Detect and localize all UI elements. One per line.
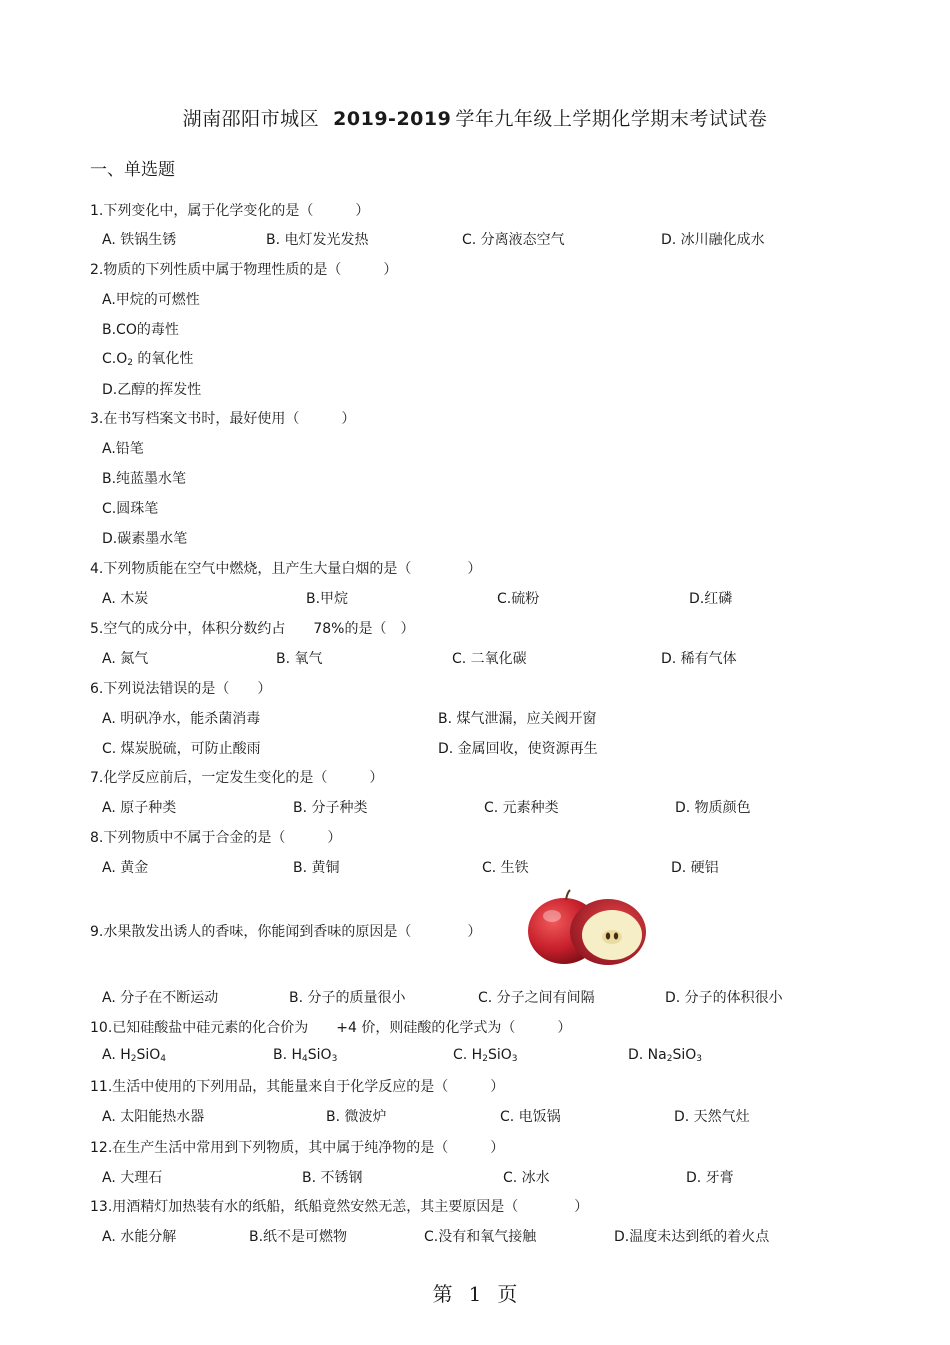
question-12-option-a: A. 大理石	[102, 1170, 163, 1186]
page-number	[0, 1278, 950, 1307]
question-3-option-d: D.碳素墨水笔	[102, 531, 188, 547]
question-5-option-c: C. 二氧化碳	[452, 651, 527, 667]
formula-part: SiO	[307, 1047, 332, 1063]
question-13-option-c: C.没有和氧气接触	[424, 1229, 537, 1245]
question-1-option-b: B. 电灯发光发热	[266, 232, 369, 248]
question-8-option-b: B. 黄铜	[293, 860, 340, 876]
question-10-stem: 10.已知硅酸盐中硅元素的化合价为 +4 价，则硅酸的化学式为（ ）	[90, 1020, 572, 1036]
question-9-option-c: C. 分子之间有间隔	[478, 990, 595, 1006]
question-8-option-c: C. 生铁	[482, 860, 529, 876]
formula-subscript: 3	[331, 1054, 338, 1064]
question-12-option-b: B. 不锈钢	[302, 1170, 363, 1186]
apple-image	[520, 888, 650, 970]
question-10-option-b	[273, 1047, 337, 1064]
question-10-option-a	[102, 1047, 166, 1064]
question-6-option-b: B. 煤气泄漏，应关阀开窗	[438, 711, 597, 727]
question-11-option-b: B. 微波炉	[326, 1109, 387, 1125]
formula-subscript: 4	[302, 1054, 308, 1064]
question-1-stem: 1.下列变化中，属于化学变化的是（ ）	[90, 203, 370, 219]
question-9-stem: 9.水果散发出诱人的香味，你能闻到香味的原因是（ ）	[90, 924, 482, 940]
question-5-option-a: A. 氮气	[102, 651, 149, 667]
question-11-stem: 11.生活中使用的下列用品，其能量来自于化学反应的是（ ）	[90, 1079, 505, 1095]
question-13-stem: 13.用酒精灯加热装有水的纸船，纸船竟然安然无恙，其主要原因是（ ）	[90, 1199, 589, 1215]
question-1-option-c: C. 分离液态空气	[462, 232, 565, 248]
question-11-option-d: D. 天然气灶	[674, 1109, 750, 1125]
question-8-option-a: A. 黄金	[102, 860, 149, 876]
question-2-option-d: D.乙醇的挥发性	[102, 382, 202, 398]
formula-part: SiO	[672, 1047, 697, 1063]
question-3-option-c: C.圆珠笔	[102, 501, 159, 517]
section-heading: 一、单选题	[90, 160, 175, 180]
question-12-stem: 12.在生产生活中常用到下列物质，其中属于纯净物的是（ ）	[90, 1140, 505, 1156]
question-2-option-a: A.甲烷的可燃性	[102, 292, 200, 308]
question-12-option-c: C. 冰水	[503, 1170, 550, 1186]
question-1-option-d: D. 冰川融化成水	[661, 232, 765, 248]
question-7-option-d: D. 物质颜色	[675, 800, 751, 816]
question-2-option-b: B.CO的毒性	[102, 322, 179, 338]
question-1-option-a: A. 铁锅生锈	[102, 232, 177, 248]
question-4-option-b: B.甲烷	[306, 591, 349, 607]
formula-part: B. H	[273, 1047, 303, 1063]
question-4-stem: 4.下列物质能在空气中燃烧，且产生大量白烟的是（ ）	[90, 561, 482, 577]
question-7-stem: 7.化学反应前后，一定发生变化的是（ ）	[90, 770, 384, 786]
formula-part: D. Na	[628, 1047, 667, 1063]
question-2-stem: 2.物质的下列性质中属于物理性质的是（ ）	[90, 262, 398, 278]
question-10-option-c	[453, 1047, 517, 1064]
question-5-stem: 5.空气的成分中，体积分数约占 78%的是（ ）	[90, 621, 415, 637]
question-2-option-c-prefix: C.O	[102, 351, 128, 367]
question-3-option-b: B.纯蓝墨水笔	[102, 471, 187, 487]
question-13-option-b: B.纸不是可燃物	[249, 1229, 348, 1245]
question-13-option-a: A. 水能分解	[102, 1229, 177, 1245]
question-2-option-c-suffix: 的氧化性	[132, 351, 194, 367]
question-13-option-d: D.温度未达到纸的着火点	[614, 1229, 770, 1245]
question-3-option-a: A.铅笔	[102, 441, 144, 457]
formula-subscript: 4	[160, 1054, 167, 1064]
question-2-option-c-subscript: 2	[127, 358, 133, 368]
question-7-option-b: B. 分子种类	[293, 800, 368, 816]
question-7-option-a: A. 原子种类	[102, 800, 177, 816]
question-6-option-a: A. 明矾净水，能杀菌消毒	[102, 711, 261, 727]
page-number-suffix: 页	[497, 1282, 518, 1306]
question-3-stem: 3.在书写档案文书时，最好使用（ ）	[90, 411, 356, 427]
formula-part: A. H	[102, 1047, 131, 1063]
question-6-option-d: D. 金属回收，使资源再生	[438, 741, 598, 757]
page-number-prefix: 第	[432, 1282, 453, 1306]
page-title	[0, 104, 950, 131]
question-10-option-d	[628, 1047, 702, 1064]
formula-subscript: 3	[696, 1054, 702, 1064]
question-12-option-d: D. 牙膏	[686, 1170, 734, 1186]
question-9-option-a: A. 分子在不断运动	[102, 990, 219, 1006]
formula-subscript: 3	[511, 1054, 518, 1064]
formula-part: C. H	[453, 1047, 483, 1063]
question-9-option-b: B. 分子的质量很小	[289, 990, 406, 1006]
page-number-value: 1	[468, 1282, 482, 1306]
formula-subscript: 2	[666, 1054, 673, 1064]
question-4-option-c: C.硫粉	[497, 591, 540, 607]
formula-part: SiO	[487, 1047, 512, 1063]
question-8-option-d: D. 硬铝	[671, 860, 719, 876]
formula-subscript: 2	[130, 1054, 137, 1064]
question-8-stem: 8.下列物质中不属于合金的是（ ）	[90, 830, 342, 846]
question-5-option-b: B. 氧气	[276, 651, 323, 667]
question-4-option-a: A. 木炭	[102, 591, 149, 607]
question-11-option-a: A. 太阳能热水器	[102, 1109, 205, 1125]
question-11-option-c: C. 电饭锅	[500, 1109, 561, 1125]
title-suffix: 学年九年级上学期化学期末考试试卷	[455, 108, 768, 130]
formula-part: SiO	[136, 1047, 161, 1063]
title-year: 2019-2019	[333, 108, 452, 130]
title-prefix: 湖南邵阳市城区	[182, 108, 320, 130]
question-7-option-c: C. 元素种类	[484, 800, 559, 816]
question-6-option-c: C. 煤炭脱硫，可防止酸雨	[102, 741, 261, 757]
question-9-option-d: D. 分子的体积很小	[665, 990, 783, 1006]
question-5-option-d: D. 稀有气体	[661, 651, 737, 667]
question-2-option-c	[102, 348, 193, 368]
formula-subscript: 2	[482, 1054, 488, 1064]
question-6-stem: 6.下列说法错误的是（ ）	[90, 681, 272, 697]
question-4-option-d: D.红磷	[689, 591, 733, 607]
